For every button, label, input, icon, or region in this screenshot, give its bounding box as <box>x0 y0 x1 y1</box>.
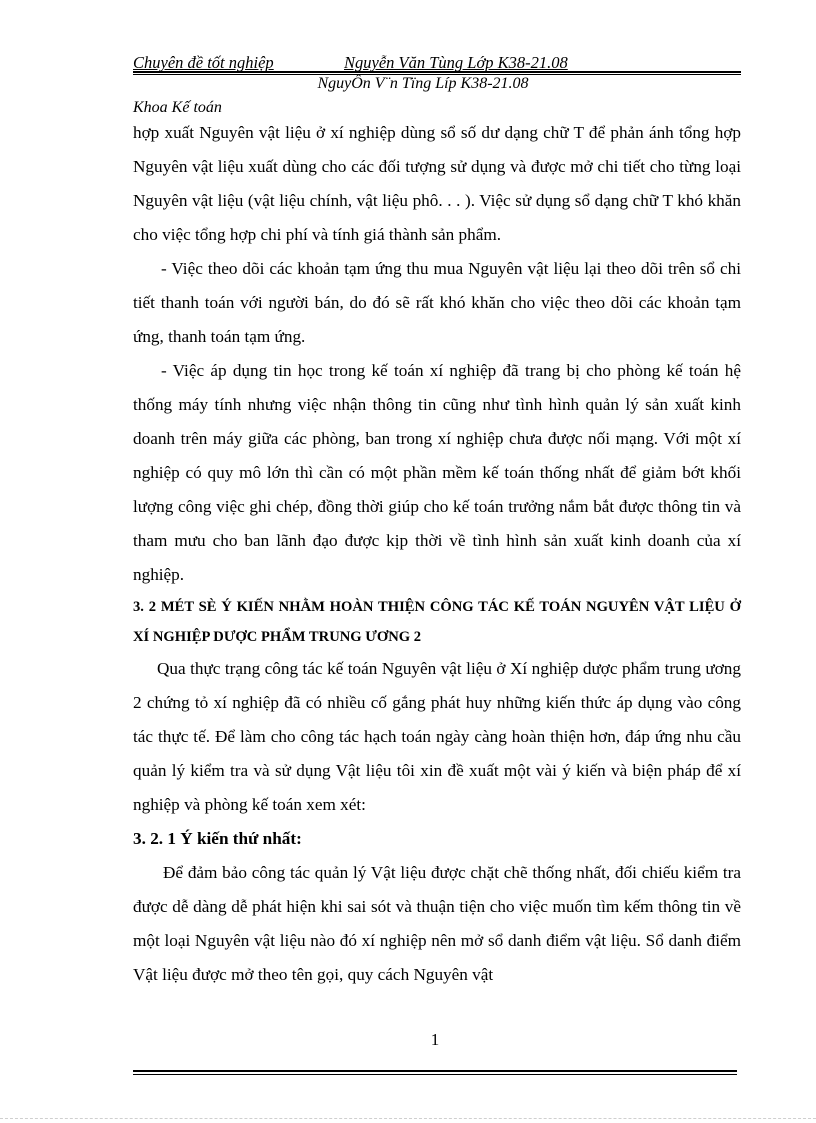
header-author-garbled: NguyÔn V¨n Tïng Líp K38-21.08 <box>317 75 529 92</box>
paragraph-5: Để đảm bảo công tác quản lý Vật liệu được chặt chẽ thống nhất, đối chiếu kiểm tra được dễ dàng dễ phát hiện khi sai sót và thuận tiện cho việc muốn tìm kếm thông tin về một loại Nguyên vật liệu nào đó xí nghiệp nên mở sổ danh điểm vật liệu. Sổ danh điểm Vật liệu được mở theo tên gọi, quy cách Nguyên vật <box>133 863 741 984</box>
header-author-class: Nguyễn Văn Tùng Lớp K38-21.08 <box>344 53 568 72</box>
header-rule-thick <box>133 71 741 73</box>
header-department: Khoa Kế toán <box>133 99 222 116</box>
paragraph-2: - Việc theo dõi các khoản tạm ứng thu mua Nguyên vật liệu lại theo dõi trên sổ chi tiết thanh toán với người bán, do đó sẽ rất khó khăn cho việc theo dõi các khoản tạm ứng, thanh toán tạm ứng. <box>133 259 741 346</box>
page-number: 1 <box>430 1030 440 1049</box>
subsection-heading: 3. 2. 1 Ý kiến thứ nhất: <box>133 829 302 848</box>
footer-rule-thin <box>133 1074 737 1075</box>
document-body <box>133 116 741 992</box>
header-thesis-title: Chuyên đề tốt nghiệp <box>133 53 274 72</box>
paragraph-4: Qua thực trạng công tác kế toán Nguyên vật liệu ở Xí nghiệp dược phẩm trung ương 2 chứng tỏ xí nghiệp đã có nhiều cố gắng phát huy những kiến thức áp dụng vào công tác thực tế. Để làm cho công tác hạch toán ngày càng hoàn thiện hơn, đáp ứng nhu cầu quản lý kiểm tra và sử dụng Vật liệu tôi xin đề xuất một vài ý kiến và biện pháp để xí nghiệp và phòng kế toán xem xét: <box>133 659 741 814</box>
page-boundary <box>0 1118 816 1119</box>
paragraph-3: - Việc áp dụng tin học trong kế toán xí nghiệp đã trang bị cho phòng kế toán hệ thống máy tính nhưng việc nhận thông tin cũng như tình hình quản lý sản xuất kinh doanh trên máy giữa các phòng, ban trong xí nghiệp chưa được nối mạng. Với một xí nghiệp có quy mô lớn thì cần có một phần mềm kế toán thống nhất để giảm bớt khối lượng công việc ghi chép, đồng thời giúp cho kế toán trưởng nắm bắt được thông tin và tham mưu cho ban lãnh đạo được kịp thời về tình hình sản xuất kinh doanh của xí nghiệp. <box>133 361 741 584</box>
paragraph-1: hợp xuất Nguyên vật liệu ở xí nghiệp dùng sổ số dư dạng chữ T để phản ánh tổng hợp Nguyên vật liệu xuất dùng cho các đối tượng sử dụng và được mở chi tiết cho từng loại Nguyên vật liệu (vật liệu chính, vật liệu phô. . . ). Việc sử dụng sổ dạng chữ T khó khăn cho việc tổng hợp chi phí và tính giá thành sản phẩm. <box>133 123 741 244</box>
footer-rule-thick <box>133 1070 737 1072</box>
section-heading: 3. 2 MÉT SÈ Ý KIẾN NHẰM HOÀN THIỆN CÔNG TÁC KẾ TOÁN NGUYÊN VẬT LIỆU Ở XÍ NGHIỆP DƯỢC PHẨM TRUNG ƯƠNG 2 <box>133 599 741 645</box>
